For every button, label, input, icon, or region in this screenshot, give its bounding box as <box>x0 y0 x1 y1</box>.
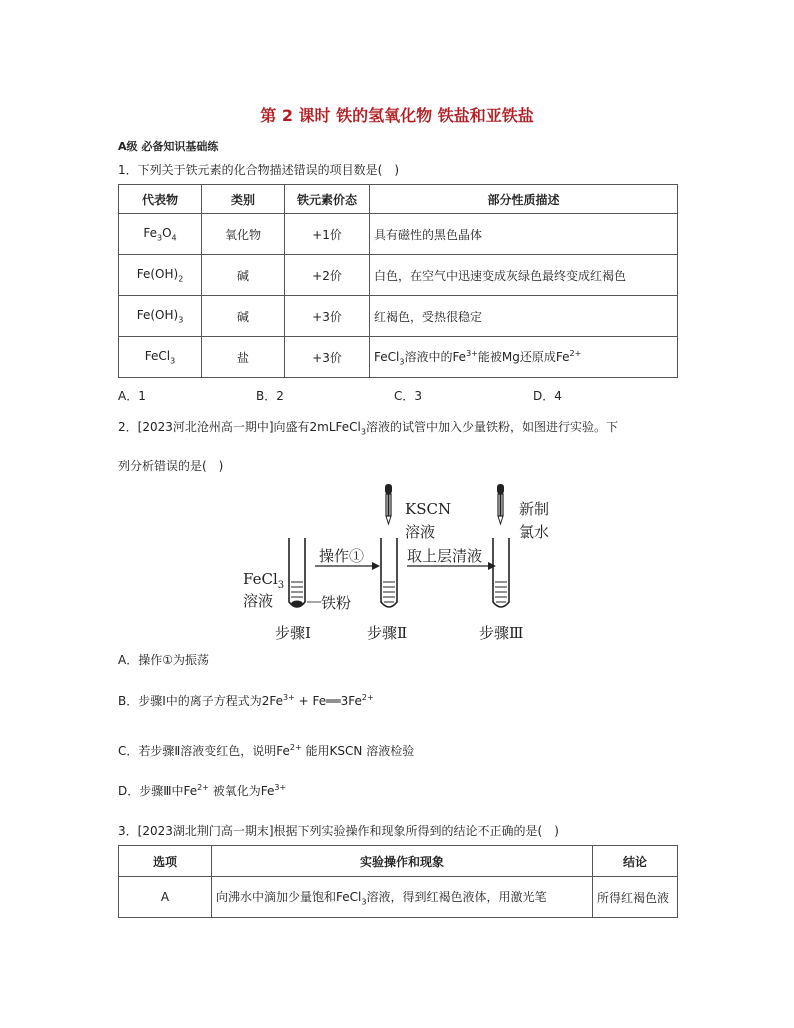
header-operation: 实验操作和现象 <box>212 846 593 877</box>
cell-representative: $Fe(OH)_2$ <box>119 255 202 296</box>
label-operation-1: 操作① <box>319 547 365 565</box>
cell-description: 具有磁性的黑色晶体 <box>370 214 678 255</box>
cell-representative: $Fe_3O_4$ <box>119 214 202 255</box>
header-valence: 铁元素价态 <box>285 185 370 214</box>
table-header-row <box>119 185 678 214</box>
header-representative: 代表物 <box>119 185 202 214</box>
q1-option-b: B．2 <box>256 389 284 403</box>
page-title: 第 2 课时 铁的氢氧化物 铁盐和亚铁盐 <box>260 106 534 125</box>
cell-conclusion: 所得红褐色液 <box>593 877 678 918</box>
label-step-3: 步骤Ⅲ <box>479 624 524 642</box>
q3-stem: 3．[2023湖北荆门高一期末]根据下列实验操作和现象所得到的结论不正确的是( ) <box>118 824 559 838</box>
cell-option: A <box>119 877 212 918</box>
cell-operation: 向沸水中滴加少量饱和FeCl$_3$溶液，得到红褐色液体，用激光笔 <box>212 877 593 918</box>
q1-option-d: D．4 <box>533 389 562 403</box>
cell-valence: +3价 <box>285 337 370 378</box>
q2-stem-line2: 列分析错误的是( ) <box>118 459 224 473</box>
q1-table <box>118 184 678 378</box>
q1-option-a: A．1 <box>118 389 146 403</box>
label-step-2: 步骤Ⅱ <box>367 624 408 642</box>
cell-representative: FeCl$_3$ <box>119 337 202 378</box>
q2-option-b: B．步骤Ⅰ中的离子方程式为$2Fe^{3+}$ + $Fe══3Fe^{2+}$ <box>118 693 374 708</box>
q1-stem: 1．下列关于铁元素的化合物描述错误的项目数是( ) <box>118 163 400 177</box>
label-solution: 溶液 <box>243 592 274 610</box>
q2-option-d: D．步骤Ⅲ中$Fe^{2+}$ 被氧化为$Fe^{3+}$ <box>118 783 287 798</box>
label-take-upper: 取上层清液 <box>407 547 483 565</box>
label-chlorine-water: 氯水 <box>519 523 550 541</box>
header-option: 选项 <box>119 846 212 877</box>
header-category: 类别 <box>202 185 285 214</box>
cell-valence: +3价 <box>285 296 370 337</box>
dropper-chlorine-icon <box>497 484 504 524</box>
cell-valence: +2价 <box>285 255 370 296</box>
label-fresh: 新制 <box>519 500 550 518</box>
table-header-row <box>119 846 678 877</box>
q1-option-c: C．3 <box>394 389 423 403</box>
table-row <box>119 296 678 337</box>
cell-description: 红褐色，受热很稳定 <box>370 296 678 337</box>
label-kscn: KSCN <box>405 500 452 518</box>
cell-category: 氧化物 <box>202 214 285 255</box>
test-tube-1 <box>289 538 305 608</box>
q2-option-a: A．操作①为振荡 <box>118 653 209 667</box>
label-iron-powder: 铁粉 <box>321 594 352 612</box>
table-row <box>119 877 678 918</box>
section-heading: A级 必备知识基础练 <box>118 140 219 153</box>
cell-category: 盐 <box>202 337 285 378</box>
label-step-1: 步骤Ⅰ <box>275 624 311 642</box>
cell-category: 碱 <box>202 296 285 337</box>
experiment-diagram <box>235 480 555 645</box>
cell-description: FeCl$_3$溶液中的$Fe^{3+}$能被Mg还原成$Fe^{2+}$ <box>370 337 678 378</box>
test-tube-2 <box>381 538 397 607</box>
cell-category: 碱 <box>202 255 285 296</box>
cell-description: 白色，在空气中迅速变成灰绿色最终变成红褐色 <box>370 255 678 296</box>
q2-stem-line1: 2．[2023河北沧州高一期中]向盛有2mLFeCl$_3$溶液的试管中加入少量铁粉，如图进行实验。下 <box>118 420 618 437</box>
dropper-kscn-icon <box>385 484 392 524</box>
cell-valence: +1价 <box>285 214 370 255</box>
cell-representative: $Fe(OH)_3$ <box>119 296 202 337</box>
q3-table <box>118 845 678 918</box>
header-description: 部分性质描述 <box>370 185 678 214</box>
test-tube-3 <box>493 538 509 607</box>
table-row <box>119 214 678 255</box>
label-kscn-solution: 溶液 <box>405 523 436 541</box>
table-row <box>119 337 678 378</box>
q2-option-c: C．若步骤Ⅱ溶液变红色，说明$Fe^{2+}$ 能用KSCN 溶液检验 <box>118 743 415 758</box>
label-fecl3: FeCl$_3$ <box>243 570 285 591</box>
table-row <box>119 255 678 296</box>
header-conclusion: 结论 <box>593 846 678 877</box>
iron-powder-sediment <box>291 601 303 608</box>
